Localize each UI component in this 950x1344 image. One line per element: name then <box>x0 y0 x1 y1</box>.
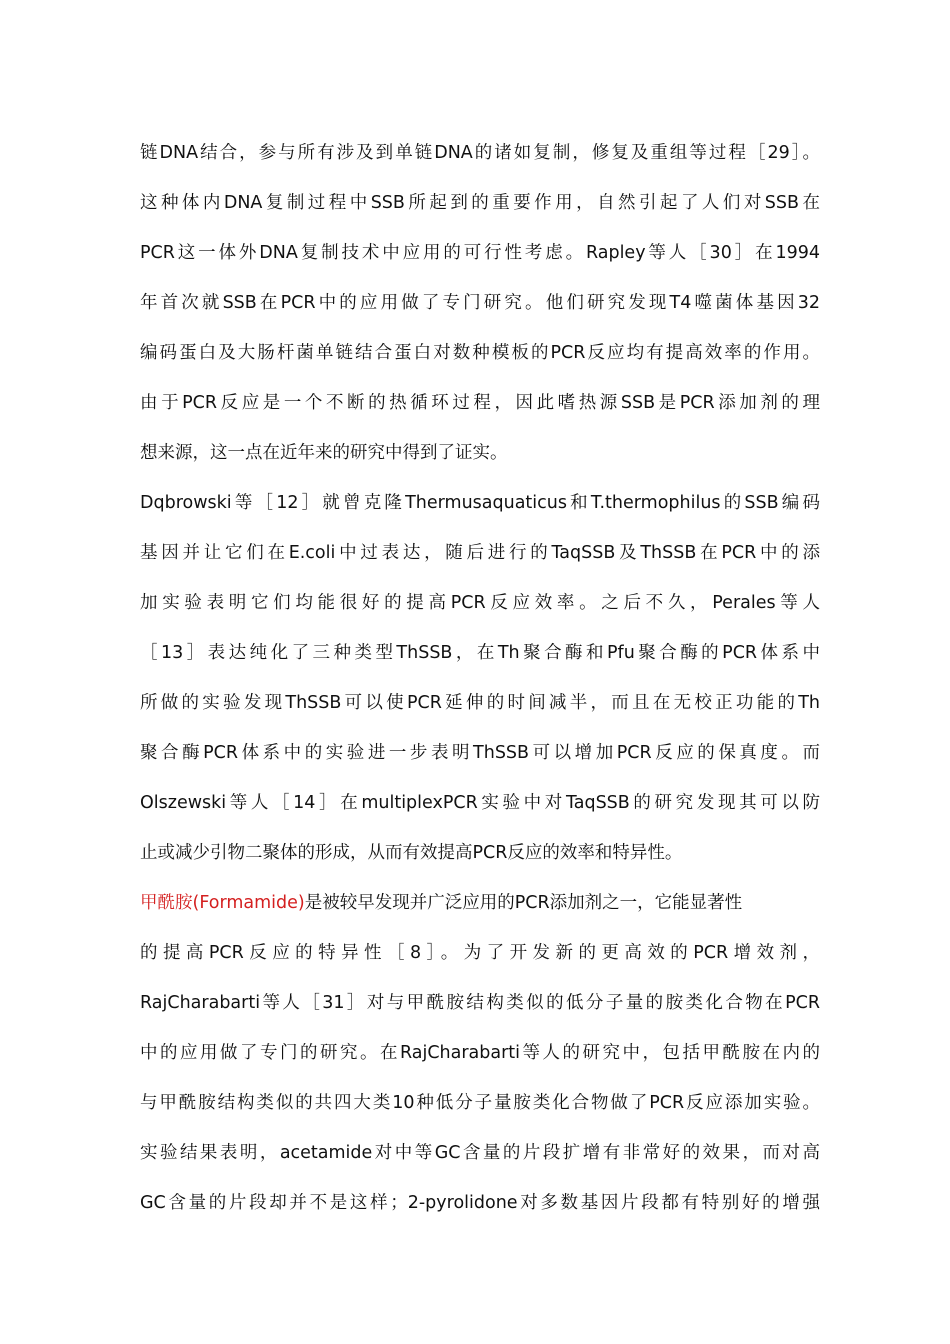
text-line-16 <box>140 878 820 928</box>
formamide-highlight: 甲酰胺(Formamide) <box>140 893 305 913</box>
text-line-2: 这种体内DNA复制过程中SSB所起到的重要作用，自然引起了人们对SSB在 <box>140 193 820 213</box>
formamide-line-rest: 是被较早发现并广泛应用的PCR添加剂之一，它能显著性 <box>304 893 743 913</box>
text-line-8: Dqbrowski等［12］就曾克隆Thermusaquaticus和T.thermophilus的SSB编码 <box>140 493 820 513</box>
text-line-17: 的提高PCR反应的特异性［8］。为了开发新的更高效的PCR增效剂， <box>140 943 820 963</box>
text-line-3: PCR这一体外DNA复制技术中应用的可行性考虑。Rapley等人［30］在1994 <box>140 243 820 263</box>
text-line-22: GC含量的片段却并不是这样；2-pyrolidone对多数基因片段都有特别好的增强 <box>140 1193 820 1213</box>
text-line-13: 聚合酶PCR体系中的实验进一步表明ThSSB可以增加PCR反应的保真度。而 <box>140 743 820 763</box>
text-line-7: 想来源，这一点在近年来的研究中得到了证实。 <box>140 443 508 463</box>
body-text <box>140 128 820 1228</box>
text-line-21: 实验结果表明，acetamide对中等GC含量的片段扩增有非常好的效果，而对高 <box>140 1143 820 1163</box>
text-line-11: ［13］表达纯化了三种类型ThSSB，在Th聚合酶和Pfu聚合酶的PCR体系中 <box>140 643 820 663</box>
text-line-19: 中的应用做了专门的研究。在RajCharabarti等人的研究中，包括甲酰胺在内的 <box>140 1043 820 1063</box>
text-line-14: Olszewski等人［14］在multiplexPCR实验中对TaqSSB的研究发现其可以防 <box>140 793 820 813</box>
text-line-20: 与甲酰胺结构类似的共四大类10种低分子量胺类化合物做了PCR反应添加实验。 <box>140 1093 820 1113</box>
text-line-5: 编码蛋白及大肠杆菌单链结合蛋白对数种模板的PCR反应均有提高效率的作用。 <box>140 343 820 363</box>
text-line-6: 由于PCR反应是一个不断的热循环过程，因此嗜热源SSB是PCR添加剂的理 <box>140 393 820 413</box>
text-line-4: 年首次就SSB在PCR中的应用做了专门研究。他们研究发现T4噬菌体基因32 <box>140 293 820 313</box>
text-line-9: 基因并让它们在E.coli中过表达，随后进行的TaqSSB及ThSSB在PCR中的添 <box>140 543 820 563</box>
text-line-1: 链DNA结合，参与所有涉及到单链DNA的诸如复制，修复及重组等过程［29］。 <box>140 143 820 163</box>
text-line-10: 加实验表明它们均能很好的提高PCR反应效率。之后不久，Perales等人 <box>140 593 820 613</box>
text-line-15: 止或减少引物二聚体的形成，从而有效提高PCR反应的效率和特异性。 <box>140 843 683 863</box>
text-line-12: 所做的实验发现ThSSB可以使PCR延伸的时间减半，而且在无校正功能的Th <box>140 693 820 713</box>
text-line-18: RajCharabarti等人［31］对与甲酰胺结构类似的低分子量的胺类化合物在PCR <box>140 993 820 1013</box>
